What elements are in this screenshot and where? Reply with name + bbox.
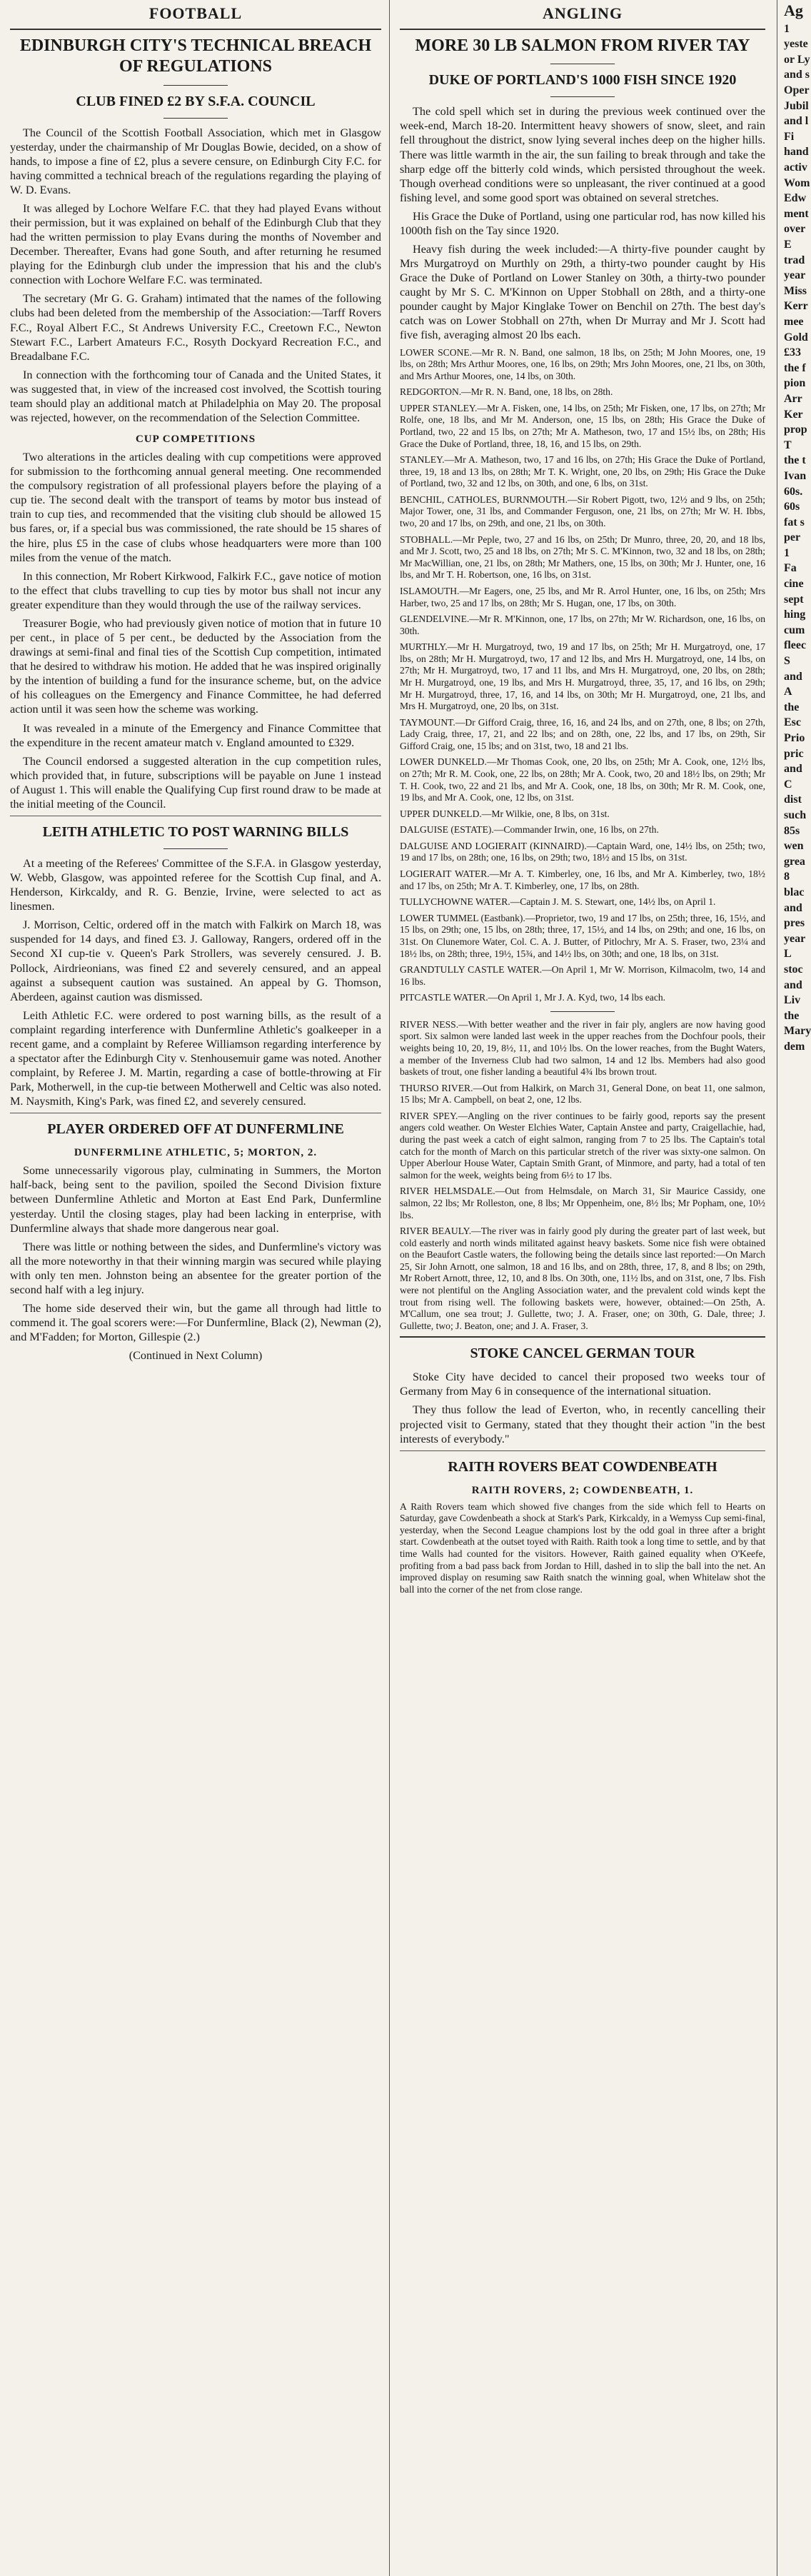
clipped-line: Fa [784, 562, 797, 575]
clipped-title: Ag [784, 1, 803, 19]
clipped-line: dist [784, 793, 802, 806]
article-paragraph: A Raith Rovers team which showed five changes from the side which fell to Hearts on Saturday, gave Cowdenbeath a shock at Stark's Park, Kirkcaldy, in a Wemyss Cup semi-final, yesterday, when the Second League champions lost by the odd goal in three after a bright start. Cowdenbeath at the outset toyed with Raith. Raith took a long time to settle, and by that time Walls had counted for the visitors. However, Raith gained equality when O'Keefe, profiting from a bad pass back from Jordan to Hill, dashed in to slip the ball into the net. An improved display on resuming saw Raith snatch the winning goal, when Whitelaw shot the ball into the corner of the net from close range. [400, 1500, 765, 1595]
clipped-line: 60s [784, 501, 800, 513]
football-column [10, 0, 381, 1367]
catch-report: UPPER STANLEY.—Mr A. Fisken, one, 14 lbs, on 25th; Mr Fisken, one, 17 lbs, on 27th; Mr Rolfe, one, 18 lbs, and Mr M. Anderson, one, 15 lbs, on 28th; His Grace the Duke of Portland, two, 22 and 15 lbs, on 27th; Mr A. Matheson, two, 17 and 15½ lbs, on 28th; His Grace the Duke of Portland, three, 18, 16, and 15 lbs, on 29th. [400, 402, 765, 449]
clipped-line: 85s [784, 824, 800, 837]
clipped-line: prop [784, 424, 807, 436]
clipped-line: Fi [784, 130, 795, 143]
headline-leith-athletic: LEITH ATHLETIC TO POST WARNING BILLS [42, 823, 349, 840]
catch-report: LOGIERAIT WATER.—Mr A. T. Kimberley, one, 16 lbs, and Mr A. Kimberley, two, 18½ and 17 lbs, on 25th; Mr A. T. Kimberley, one, 17 lbs, on 28th. [400, 868, 765, 891]
clipped-line: pric [784, 747, 804, 760]
divider [10, 29, 381, 30]
catch-report: RIVER HELMSDALE.—Out from Helmsdale, on March 31, Sir Maurice Cassidy, one salmon, 22 lbs; Mr Rolleston, one, 8 lbs; Mr Oppenheim, one, 8½ lbs; Mr Popham, one, 10½ lbs. [400, 1186, 765, 1221]
clipped-line: wen [784, 840, 804, 853]
catch-report: ISLAMOUTH.—Mr Eagers, one, 25 lbs, and Mr R. Arrol Hunter, one, 16 lbs, on 25th; Mrs Harber, two, 25 and 17 lbs, on 28th; Mr S. Hugan, one, 17 lbs, on 30th. [400, 585, 765, 608]
clipped-line: fat s [784, 516, 805, 528]
match-result: DUNFERMLINE ATHLETIC, 5; MORTON, 2. [74, 1147, 318, 1159]
clipped-line: Ker [784, 408, 803, 421]
catch-report: REDGORTON.—Mr R. N. Band, one, 18 lbs, on 28th. [400, 386, 613, 398]
clipped-line: Jubil [784, 99, 809, 112]
article-paragraph: His Grace the Duke of Portland, using one particular rod, has now killed his 1000th fish on the Tay since 1920. [400, 209, 765, 237]
article-paragraph: The secretary (Mr G. G. Graham) intimated that the names of the following clubs had been deleted from the membership of the Association:—Tarff Rovers F.C., Royal Albert F.C., St Andrews University F.C., Creetown F.C., Newton Stewart F.C., Larbert Amateurs F.C., Rosyth Dockyard Recreation F.C., and Breadalbane F.C. [10, 292, 381, 363]
clipped-line: and [784, 670, 802, 683]
clipped-line: Oper [784, 84, 810, 97]
clipped-column [784, 0, 811, 1054]
section-title-angling: ANGLING [542, 4, 623, 22]
article-paragraph: Two alterations in the articles dealing with cup competitions were approved for submission to the forthcoming annual general meeting. One recommended the compulsory registration of all professional players before the playing of a cup tie. The second dealt with the transport of teams by motor bus instead of train to cup ties, and recommended that the visiting club should be allowed 15 bus fares, or, if a special bus was commissioned, the rate should be 15 shares of the hire, plus £5 in the case of clubs whose headquarters were more than 100 miles from the venue of the match. [10, 451, 381, 564]
clipped-line: hand [784, 146, 809, 159]
angling-column [400, 0, 765, 1600]
article-paragraph: J. Morrison, Celtic, ordered off in the match with Falkirk on March 18, was suspended for 14 days, and fined £3. J. Galloway, Rangers, ordered off in the Second XI cup-tie v. Queen's Park Strollers, was severely censured. J. B. Pollock, Airdrieonians, was fined £2 and severely censured, and an appeal against a subsequent caution was sustained. An appeal by G. Thomson, Aberdeen, against caution was dismissed. [10, 918, 381, 1003]
clipped-line: year [784, 932, 806, 945]
headline-stoke-cancel: STOKE CANCEL GERMAN TOUR [470, 1345, 695, 1362]
catch-report: TULLYCHOWNE WATER.—Captain J. M. S. Stewart, one, 14½ lbs, on April 1. [400, 896, 716, 908]
article-paragraph: They thus follow the lead of Everton, who, in recently cancelling their projected visit to Germany, stated that they thought their action "in the best interests of everybody." [400, 1403, 765, 1445]
clipped-line: Arr [784, 392, 802, 405]
clipped-line: cine [784, 578, 804, 591]
clipped-line: Liv [784, 994, 801, 1007]
clipped-line: the [784, 1009, 800, 1022]
clipped-line: pres [784, 917, 805, 930]
catch-report: STANLEY.—Mr A. Matheson, two, 17 and 16 lbs, on 27th; His Grace the Duke of Portland, three, 19, 18 and 13 lbs, on 28th; Mr T. K. Wright, one, 20 lbs, on 29th; His Grace the Duke of Portland, two, 32 and 12 lbs, on 30th, and one, 6 lbs, on 31st. [400, 454, 765, 489]
clipped-line: Mary [784, 1025, 811, 1038]
catch-report: LOWER TUMMEL (Eastbank).—Proprietor, two, 19 and 17 lbs, on 25th; three, 16, 15½, and 15 lbs, on 29th; one, 15 lbs, on 28th; three, 17, 15½, and 14 lbs, on 29th; and one, 16 lbs, on 31st. On Clunemore Water, Col. C. A. J. Butter, of Pitlochry, Mr A. S. Fraser, two, 23¼ and 18½ lbs, on 28th; three, 19½, 15¾, and 14½ lbs, on 30th; and one, 18 lbs, on 31st. [400, 912, 765, 959]
divider [163, 85, 228, 86]
subheading-cup-competitions: CUP COMPETITIONS [135, 433, 256, 446]
headline-edinburgh-city: EDINBURGH CITY'S TECHNICAL BREACH OF REGULATIONS [19, 36, 372, 76]
clipped-line: the f [784, 361, 806, 374]
clipped-line: or Ly [784, 53, 810, 66]
clipped-line: trad [784, 254, 805, 266]
clipped-line: £33 [784, 346, 801, 359]
clipped-line: and [784, 901, 802, 914]
clipped-line: Esc [784, 716, 801, 729]
article-paragraph: In this connection, Mr Robert Kirkwood, Falkirk F.C., gave notice of motion to the effect that clubs travelling to cup ties by motor bus shall not incur any greater expenditure than they would through the use of the railway services. [10, 569, 381, 611]
article-paragraph: Stoke City have decided to cancel their proposed two weeks tour of Germany from May 6 in consequence of the international situation. [400, 1370, 765, 1398]
clipped-line: grea [784, 855, 805, 868]
clipped-line: dem [784, 1040, 805, 1053]
clipped-line: over [784, 223, 806, 236]
article-paragraph: The home side deserved their win, but the game all through had little to commend it. The goal scorers were:—For Dunfermline, Black (2), Newman (2), and M'Fadden; for Morton, Gillespie (2.) [10, 1302, 381, 1344]
catch-report: LOWER SCONE.—Mr R. N. Band, one salmon, 18 lbs, on 25th; M John Moores, one, 19 lbs, on 28th; Mrs Arthur Moores, one, 16 lbs, on 29th; Mrs John Moores, one, 21 lbs, on 30th, and Mrs Arthur Moores, one, 14 lbs, on 30th. [400, 346, 765, 381]
clipped-line: T [784, 438, 792, 451]
catch-report: DALGUISE (ESTATE).—Commander Irwin, one, 16 lbs, on 27th. [400, 824, 659, 836]
article-paragraph: Treasurer Bogie, who had previously given notice of motion that in future 10 per cent., in place of 5 per cent., be deducted by the Association from the drawings at semi-final and final ties of the Scottish Cup competition, intimated that he desired to withdraw his motion. He added that he was inspired originally by the intention of building a fund for the insurance scheme, but, on the advice of his colleagues on the Emergency and Finance Committee, he had deferred action until it was seen how the scheme was working. [10, 616, 381, 716]
catch-report: BENCHIL, CATHOLES, BURNMOUTH.—Sir Robert Pigott, two, 12½ and 9 lbs, on 25th; Major Tower, one, 31 lbs, and Commander Ferguson, one, 21 lbs, on 27th; Mr W. H. Ibbs, two, 20 and 17 lbs, on 29th, and one, 21 lbs, on 30th. [400, 493, 765, 529]
catch-report: DALGUISE AND LOGIERAIT (KINNAIRD).—Captain Ward, one, 14½ lbs, on 25th; two, 19 and 17 lbs, on 28th; one, 16 lbs, on 29th; two, 18½ and 15 lbs, on 31st. [400, 840, 765, 863]
clipped-line: ment [784, 207, 809, 220]
clipped-line: Wom [784, 176, 810, 189]
clipped-line: A [784, 686, 792, 698]
catch-report: THURSO RIVER.—Out from Halkirk, on March 31, General Done, on beat 11, one salmon, 15 lbs; Mr A. Campbell, on beat 2, one, 12 lbs. [400, 1082, 765, 1106]
article-paragraph: The cold spell which set in during the previous week continued over the week-end, March 18-20. Intermittent heavy showers of snow, sleet, and rain fell throughout the district, snow lying several inches deep on the higher hills. There was little warmth in the air, the sun failing to break through and take the sharp edge off the bitterly cold winds, which persisted throughout the week. Though overhead conditions were so unpleasant, the river continued at a good fishing level, and some good sport was obtained on several stretches. [400, 105, 765, 204]
clipped-line: mee [784, 315, 804, 328]
catch-report: LOWER DUNKELD.—Mr Thomas Cook, one, 20 lbs, on 25th; Mr A. Cook, one, 12½ lbs, on 27th; Mr R. M. Cook, one, 22 lbs, on 28th; Mr A. Cook, two, 20 and 18½ lbs, on 29th; Mr T. H. Cook, two, 22 and 21 lbs, and Mr A. Cook, one, 18 lbs, on 30th; Mr R. M. Cook, one, 19 lbs, and Mr A. Cook, one, 12 lbs, on 31st. [400, 756, 765, 803]
clipped-line: stoc [784, 963, 803, 976]
article-paragraph: In connection with the forthcoming tour of Canada and the United States, it was suggested that, in view of the increased cost involved, the Scottish touring team should play an additional match at Philadelphia on May 20. The proposal was rejected, however, on the recommendation of the Selection Committee. [10, 368, 381, 425]
article-paragraph: Leith Athletic F.C. were ordered to post warning bills, as the result of a complaint regarding interference with Dunfermline Athletic's goalkeeper in a recent game, and a complaint by Referee Williamson regarding interference by a spectator after the Edinburgh City v. Stenhousemuir game was noted. Another complaint, by Referee J. M. Martin, regarding a case of bottle-throwing at Fir Park, Motherwell, in the cup-tie between Motherwell and Celtic was also noted. M. Naysmith, King's Park, was fined £2, and severely censured. [10, 1008, 381, 1108]
clipped-line: and s [784, 69, 810, 81]
match-result: RAITH ROVERS, 2; COWDENBEATH, 1. [471, 1484, 694, 1496]
clipped-line: Ivan [784, 469, 807, 482]
catch-report: RIVER BEAULY.—The river was in fairly good ply during the greater part of last week, but cold easterly and north winds militated against heavy baskets. Some nice fish were obtained on the Beaufort Castle waters, the following being the details since last reported:—On March 25, Sir John Arnott, one salmon, 18 and 16 lbs, and on 28th, three, 17, 8, and 8 lbs; on 29th, Mr Robert Arnott, three, 12, 10, and 8 lbs. On 30th, one, 11½ lbs, and on 31st, one, 7 lbs. Fish were not plentiful on the Angling Association water, and the prevalent cold winds kept the trout from rising well. The following baskets were, however, obtained:—On 25th, A. M'Callum, one sea trout; J. Gullette, two; J. A. Fraser, one; on 30th, G. Dale, three; J. Gullette, two; J. Beaton, one; and J. A. Fraser, 3. [400, 1226, 765, 1331]
divider [550, 96, 615, 97]
clipped-line: Edw [784, 192, 807, 205]
catch-report: PITCASTLE WATER.—On April 1, Mr J. A. Kyd, two, 14 lbs each. [400, 992, 666, 1003]
clipped-line: C [784, 778, 792, 791]
clipped-line: Miss [784, 284, 807, 297]
clipped-line: activ [784, 161, 807, 174]
clipped-line: sept [784, 593, 804, 606]
subheadline-duke-portland: DUKE OF PORTLAND'S 1000 FISH SINCE 1920 [428, 72, 737, 89]
clipped-line: and l [784, 115, 809, 128]
catch-report: RIVER NESS.—With better weather and the river in fair ply, anglers are now having good sport. Six salmon were landed last week in the upper reaches from the Dochfour pools, their weights being 10, 20, 19, 8½, 11, and 10½ lbs. On the lower reaches, from the Bught Waters, a member of the Inverness Club had two salmon, 14 and 12 lbs. Members had also good baskets of trout, one fisher landing a beautiful 4¾ lbs brown trout. [400, 1018, 765, 1078]
clipped-line: yeste [784, 38, 808, 51]
clipped-line: such [784, 808, 807, 821]
catch-report: UPPER DUNKELD.—Mr Wilkie, one, 8 lbs, on 31st. [400, 808, 610, 819]
catch-report: STOBHALL.—Mr Peple, two, 27 and 16 lbs, on 25th; Dr Munro, three, 20, 20, and 18 lbs, and Mr J. Scott, two, 25 and 18 lbs, on 27th; Mr S. C. M'Kinnon, two, 32 and 18 lbs, on 28th; Mr MacWillian, one, 21 lbs, on 28th; Mr Mathers, one, 15 lbs, on 30th; Mr J. Hunter, one, 16 lbs, and Mr T. H. Robertson, one, 16 lbs, on 31st. [400, 533, 765, 581]
divider [550, 1011, 615, 1012]
clipped-line: L [784, 948, 792, 961]
catch-report: RIVER SPEY.—Angling on the river continues to be fairly good, reports say the present angers cold weather. On Wester Elchies Water, Captain Anstee and party, Craigellachie, had, during the past week a catch of eight salmon, ranging from 7 to 25 lbs. The Captain's total catch for the month of March on this particular stretch of the river was sixty-one salmon. On Upper Aberlour House Water, Captain Smith Grant, of Minmore, and party, had a total of ten salmon for the week, weights being from 6½ to 17 lbs. [400, 1110, 765, 1181]
section-title-football: FOOTBALL [148, 4, 243, 22]
clipped-line: 1 [784, 22, 790, 35]
article-paragraph: The Council of the Scottish Football Association, which met in Glasgow yesterday, under the chairmanship of Mr Douglas Bowie, decided, on a show of hands, to impose a fine of £2, plus a severe censure, on Edinburgh City F.C. for having committed a technical breach of the regulations regarding the playing of W. D. Evans. [10, 126, 381, 196]
clipped-line: Prio [784, 732, 805, 744]
headline-salmon-tay: MORE 30 LB SALMON FROM RIVER TAY [415, 36, 750, 55]
clipped-line: pion [784, 377, 806, 390]
subheadline-club-fined: CLUB FINED £2 BY S.F.A. COUNCIL [76, 93, 316, 109]
divider [400, 1336, 765, 1338]
clipped-line: per [784, 531, 801, 544]
clipped-line: fleec [784, 639, 807, 652]
divider [163, 848, 228, 849]
headline-player-ordered-off: PLAYER ORDERED OFF AT DUNFERMLINE [47, 1121, 344, 1138]
clipped-line: E [784, 239, 792, 251]
divider [400, 29, 765, 30]
clipped-line: S [784, 655, 790, 668]
article-paragraph: Some unnecessarily vigorous play, culminating in Summers, the Morton half-back, being sent to the pavilion, spoiled the Second Division fixture between Dunfermline Athletic and Morton at East End Park, Dunfermline yesterday. Until the closing stages, play had been lacking in enterprise, with Dunfermline always that shade more dangerous near goal. [10, 1164, 381, 1235]
clipped-line: Gold [784, 331, 808, 344]
clipped-line: 60s. [784, 485, 803, 498]
clipped-line: the t [784, 454, 806, 467]
article-paragraph: It was revealed in a minute of the Emergency and Finance Committee that the expenditure in the recent amateur match v. England amounted to £329. [10, 721, 381, 749]
clipped-line: the [784, 701, 800, 713]
catch-report: GLENDELVINE.—Mr R. M'Kinnon, one, 17 lbs, on 27th; Mr W. Richardson, one, 16 lbs, on 30th. [400, 613, 765, 636]
article-paragraph: At a meeting of the Referees' Committee of the S.F.A. in Glasgow yesterday, W. Webb, Glasgow, was appointed referee for the Scottish Cup final, and A. Henderson, Kirkcaldy, and R. G. Benzie, Irvine, were selected to act as linesmen. [10, 856, 381, 913]
column-rule [389, 0, 390, 2576]
clipped-line: year [784, 269, 806, 282]
catch-report: MURTHLY.—Mr H. Murgatroyd, two, 19 and 17 lbs, on 25th; Mr H. Murgatroyd, one, 17 lbs, on 28th; Mr H. Murgatroyd, two, 17 and 12 lbs, and Mrs H. Murgatroyd, one, 14 lbs, on 27th; Mr H. Murgatroyd, two, 17 and 11 lbs, and Mrs H. Murgatroyd, one, 20 lbs, on 28th; Mr H. Murgatroyd, one, 19 lbs, and Mrs H. Murgatroyd, three, 35, 17, and 16 lbs, on 29th; Mr H. Murgatroyd, three, 17, 16, and 14 lbs, on 30th; Mr H. Murgatroyd, one, 21 lbs, and Mrs H. Murgatroyd, one, 20 lbs, on 31st. [400, 641, 765, 712]
article-paragraph: There was little or nothing between the sides, and Dunfermline's victory was all the more noteworthy in that their winning margin was secured while playing with only ten men. Johnston being an absentee for the greater portion of the second half with a leg injury. [10, 1240, 381, 1296]
clipped-line: and [784, 763, 802, 776]
article-paragraph: It was alleged by Lochore Welfare F.C. that they had played Evans without their permission, but it was explained on behalf of the Edinburgh Club that they had the written permission to play Evans during the months of November and December. Thereafter, Evans had gone South, and after returning he resumed playing for the Edinburgh club under the impression that his and the club's connection with Lochore Welfare F.C. was terminated. [10, 201, 381, 287]
clipped-line: blac [784, 886, 805, 898]
divider [400, 1450, 765, 1451]
catch-report: GRANDTULLY CASTLE WATER.—On April 1, Mr W. Morrison, Kilmacolm, two, 14 and 16 lbs. [400, 964, 765, 987]
article-paragraph: Heavy fish during the week included:—A thirty-five pounder caught by Mrs Murgatroyd on Murthly on 29th, a thirty-two pounder caught by His Grace the Duke of Portland on Lower Stanley on 30th, a thirty-two pounder caught by Mr S. C. M'Kinnon on Upper Stobhall on 28th, and a thirty-one pounder caught by Major Kinglake Tower on Benchil on 27th. The best day's catch was on Lower Stobhall on 27th, when Dr Murray and Mr J. Scott had five fish, averaging almost 20 lbs each. [400, 242, 765, 342]
clipped-line: cum [784, 623, 805, 636]
clipped-line: Kerr [784, 300, 808, 313]
divider [163, 118, 228, 119]
clipped-line: and [784, 978, 802, 991]
catch-report: TAYMOUNT.—Dr Gifford Craig, three, 16, 16, and 24 lbs, and on 27th, one, 8 lbs; on 27th, Lady Craig, three, 17, 21, and 22 lbs; and on 28th, one, 22 lbs, and 17 lbs, on 29th, Sir Gifford Craig, one, 15 lbs; and on 31st, two, 18 and 21 lbs. [400, 716, 765, 751]
clipped-line: 1 [784, 546, 790, 559]
clipped-line: 8 [784, 871, 790, 883]
headline-raith-rovers: RAITH ROVERS BEAT COWDENBEATH [448, 1458, 717, 1475]
clipped-line: hing [784, 608, 806, 621]
continued-note: (Continued in Next Column) [129, 1349, 263, 1363]
article-paragraph: The Council endorsed a suggested alteration in the cup competition rules, which provided that, in future, subscriptions will be payable on June 1 instead of August 1. This will enable the Qualifying Cup first round draw to be made at the initial meeting of the Council. [10, 754, 381, 811]
